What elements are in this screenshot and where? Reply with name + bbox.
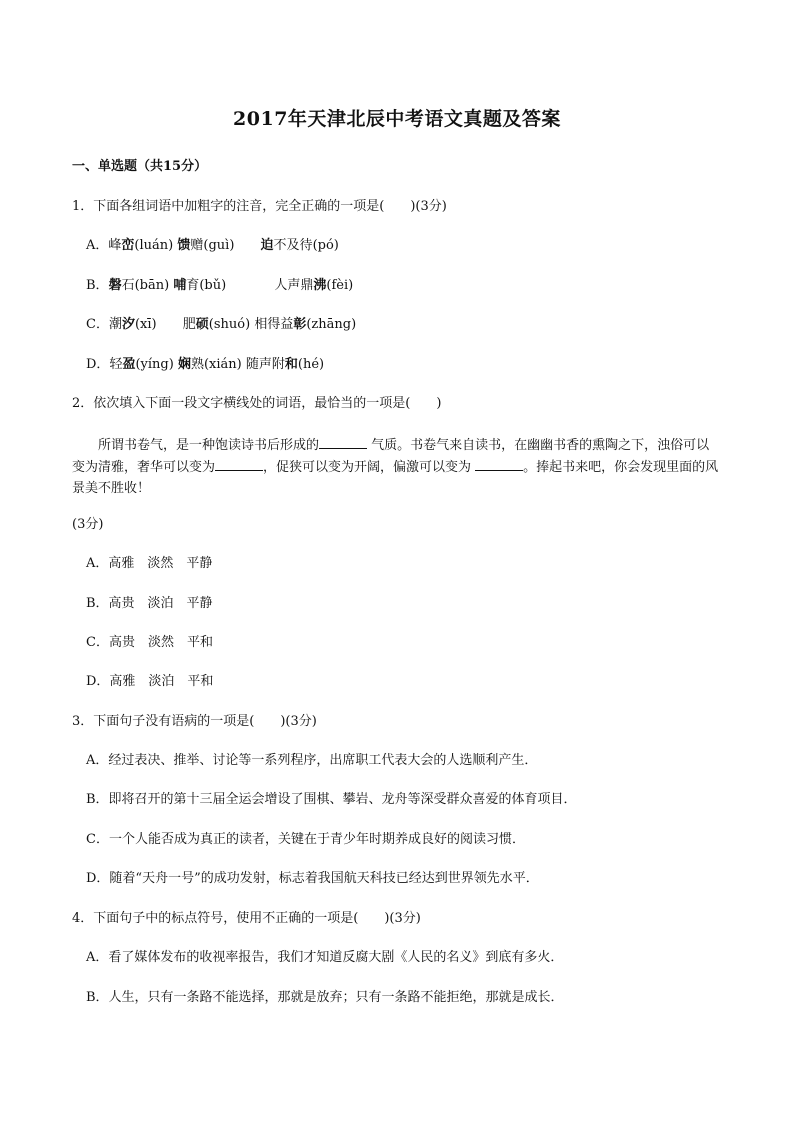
q2-passage: 所谓书卷气，是一种饱读诗书后形成的 气质。书卷气来自读书，在幽幽书香的熏陶之下，浊俗可以变为清雅，奢华可以变为 ，促狭可以变为开阔，偏激可以变为 。捧起书来吧，你会发现里面的风景美不胜收！ [72, 434, 722, 499]
q2-score: (3分) [72, 517, 104, 532]
q4-option-b: B．人生，只有一条路不能选择，那就是放弃；只有一条路不能拒绝，那就是成长． [86, 990, 564, 1005]
question-3-stem: 3．下面句子没有语病的一项是( )(3分) [72, 714, 317, 729]
q3-option-c: C．一个人能否成为真正的读者，关键在于青少年时期养成良好的阅读习惯． [86, 832, 525, 847]
q3-option-b: B．即将召开的第十三届全运会增设了围棋、攀岩、龙舟等深受群众喜爱的体育项目． [86, 792, 577, 807]
q2-option-c: C．高贵 淡然 平和 [86, 635, 213, 650]
q1-option-a: A．峰峦(luán) 馈赠(guì) 迫不及待(pó) [86, 238, 339, 253]
q3-option-a: A．经过表决、推举、讨论等一系列程序，出席职工代表大会的人选顺利产生． [86, 753, 538, 768]
q3-option-d: D．随着“天舟一号”的成功发射，标志着我国航天科技已经达到世界领先水平． [86, 871, 539, 886]
fill-blank [215, 456, 263, 471]
fill-blank [475, 456, 523, 471]
q4-option-a: A．看了媒体发布的收视率报告，我们才知道反腐大剧《人民的名义》到底有多火． [86, 950, 564, 965]
question-2-stem: 2．依次填入下面一段文字横线处的词语，最恰当的一项是( ) [72, 396, 442, 411]
q1-option-b: B．磐石(bān) 哺育(bǔ) 人声鼎沸(fèi) [86, 278, 354, 293]
q1-option-c: C．潮汐(xī) 肥硕(shuó) 相得益彰(zhāng) [86, 317, 357, 332]
question-1-stem: 1．下面各组词语中加粗字的注音，完全正确的一项是( )(3分) [72, 199, 447, 214]
q1-option-d: D．轻盈(yíng) 娴熟(xián) 随声附和(hé) [86, 357, 325, 372]
fill-blank [319, 434, 367, 449]
q2-option-b: B．高贵 淡泊 平静 [86, 596, 213, 611]
q2-option-a: A．高雅 淡然 平静 [86, 556, 213, 571]
section-heading: 一、单选题（共15分） [72, 159, 208, 174]
question-4-stem: 4．下面句子中的标点符号，使用不正确的一项是( )(3分) [72, 911, 421, 926]
q2-option-d: D．高雅 淡泊 平和 [86, 674, 214, 689]
page-title: 2017年天津北辰中考语文真题及答案 [233, 108, 561, 130]
